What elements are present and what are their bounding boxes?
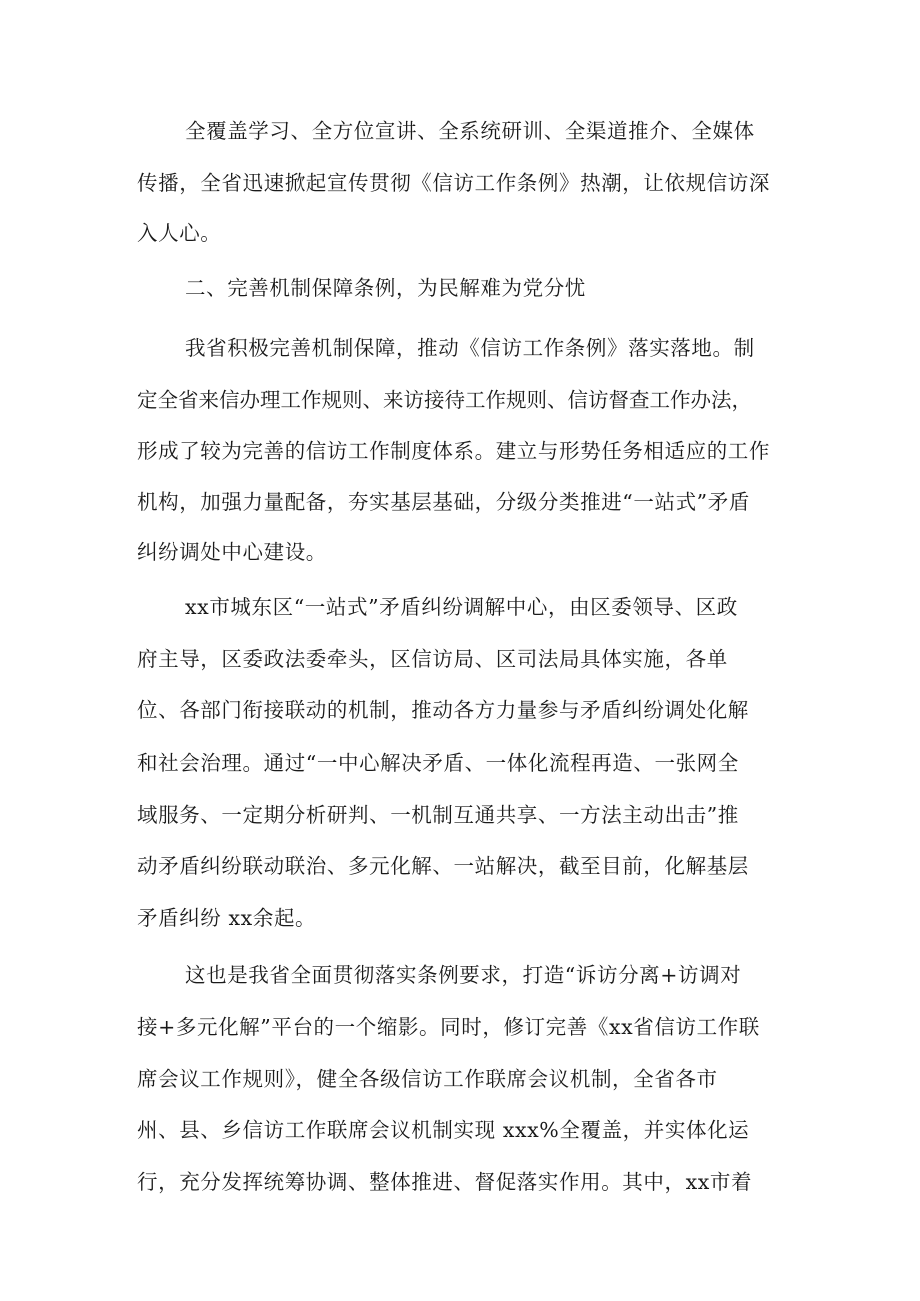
text-line: 和社会治理。通过“一中心解决矛盾、一体化流程再造、一张网全 bbox=[137, 751, 739, 775]
text-line: 位、各部门衔接联动的机制，推动各方力量参与矛盾纠纷调处化解 bbox=[137, 698, 749, 722]
text-line: 动矛盾纠纷联动联治、多元化解、一站解决，截至目前，化解基层 bbox=[137, 854, 749, 878]
text-line: 接+多元化解”平台的一个缩影。同时，修订完善《xx省信访工作联 bbox=[137, 1015, 760, 1039]
text-line: 府主导，区委政法委牵头，区信访局、区司法局具体实施，各单 bbox=[137, 647, 728, 671]
text-line: 入人心。 bbox=[137, 221, 222, 245]
text-line: 定全省来信办理工作规则、来访接待工作规则、信访督查工作办法， bbox=[137, 388, 752, 412]
text-line: 矛盾纠纷 xx余起。 bbox=[137, 906, 317, 930]
text-line: 传播，全省迅速掀起宣传贯彻《信访工作条例》热潮，让依规信访深 bbox=[137, 171, 770, 195]
text-line: 全覆盖学习、全方位宣讲、全系统研训、全渠道推介、全媒体 bbox=[185, 119, 755, 143]
text-line: 域服务、一定期分析研判、一机制互通共享、一方法主动出击”推 bbox=[137, 803, 739, 827]
text-line: 州、县、乡信访工作联席会议机制实现 xxx%全覆盖，并实体化运 bbox=[137, 1118, 750, 1142]
text-line: 席会议工作规则》，健全各级信访工作联席会议机制，全省各市 bbox=[137, 1067, 718, 1091]
text-line: xx市城东区“一站式”矛盾纠纷调解中心，由区委领导、区政 bbox=[185, 595, 738, 619]
text-line: 形成了较为完善的信访工作制度体系。建立与形势任务相适应的工作 bbox=[137, 439, 770, 463]
heading-line: 二、完善机制保障条例，为民解难为党分忧 bbox=[185, 276, 586, 300]
text-line: 行，充分发挥统筹协调、整体推进、督促落实作用。其中，xx市着 bbox=[137, 1170, 753, 1194]
text-line: 纠纷调处中心建设。 bbox=[137, 540, 327, 564]
text-line: 这也是我省全面贯彻落实条例要求，打造“诉访分离+访调对 bbox=[185, 963, 742, 987]
text-line: 机构，加强力量配备，夯实基层基础，分级分类推进“一站式”矛盾 bbox=[137, 490, 750, 514]
text-line: 我省积极完善机制保障，推动《信访工作条例》落实落地。制 bbox=[185, 336, 755, 360]
